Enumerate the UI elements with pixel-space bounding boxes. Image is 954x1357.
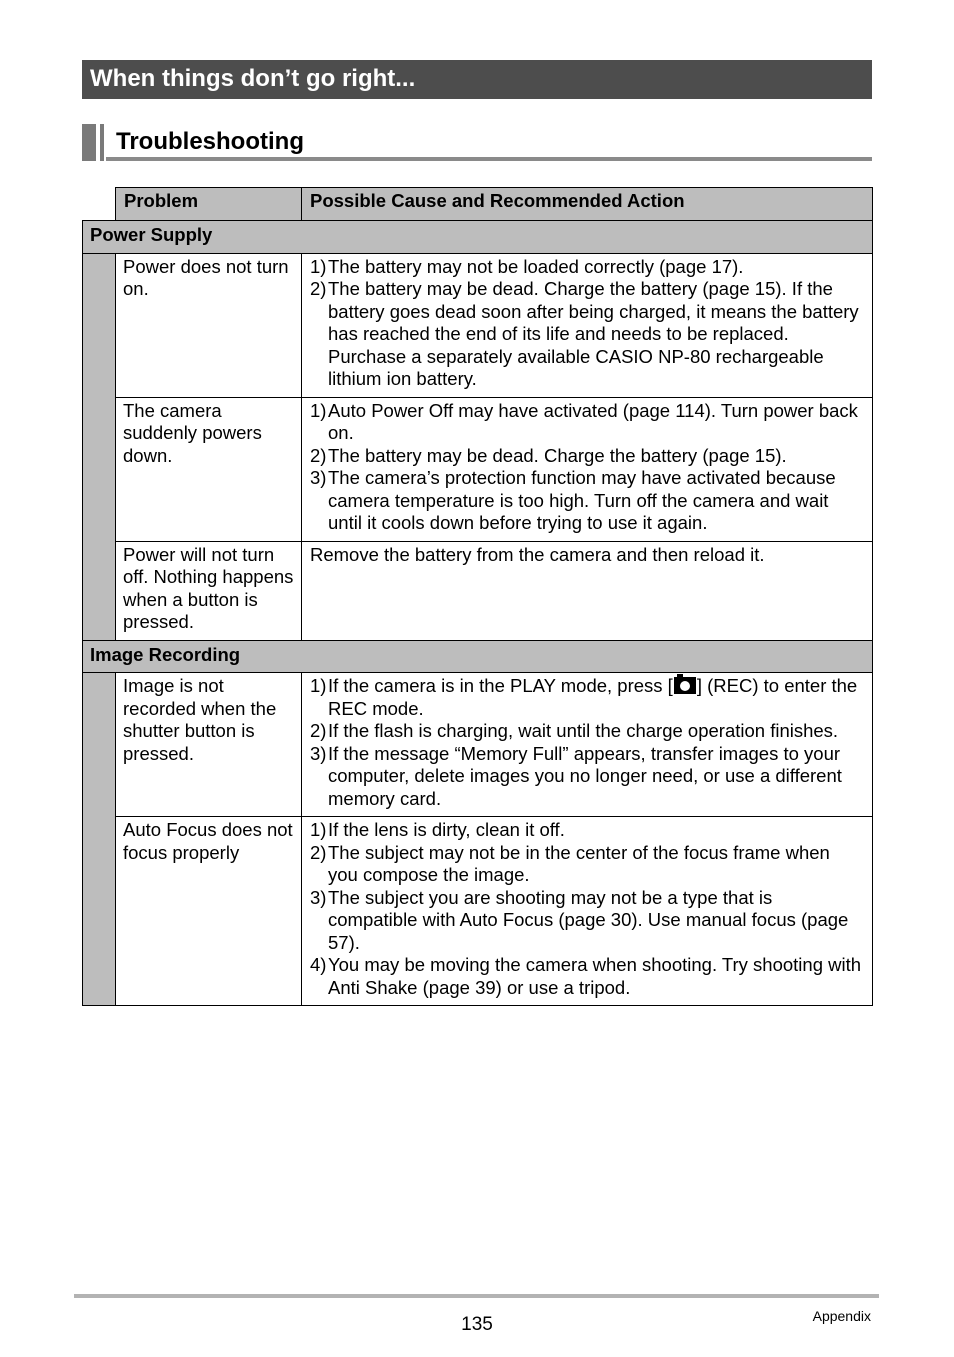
action-text: Auto Power Off may have activated (page 114). Turn power back on. <box>328 399 858 443</box>
action-number: 1) <box>310 675 327 696</box>
action-item <box>310 278 864 391</box>
action-text: The subject may not be in the center of the focus frame when you compose the image. <box>328 841 830 885</box>
action-cell: Remove the battery from the camera and then reload it. <box>302 541 873 640</box>
action-number: 3) <box>310 467 327 488</box>
action-number: 2) <box>310 444 327 466</box>
action-item <box>310 743 864 811</box>
action-text: The battery may not be loaded correctly (page 17). <box>328 255 744 277</box>
table-corner <box>83 188 116 221</box>
chapter-banner <box>82 60 872 99</box>
column-header-problem: Problem <box>116 188 302 221</box>
heading-bar-decoration <box>82 124 96 161</box>
problem-cell: Image is not recorded when the shutter button is pressed. <box>116 673 302 817</box>
action-text: The battery may be dead. Charge the battery (page 15). If the battery goes dead soon after being charged, it means the battery has reached the end of its life and needs to be replaced. Purchase a separately available CASIO NP-80 rechargeable lithium ion battery. <box>328 278 859 389</box>
action-cell <box>302 673 873 817</box>
action-number: 4) <box>310 954 327 975</box>
table-header-row <box>83 188 873 221</box>
action-item <box>310 467 864 535</box>
action-number: 1) <box>310 255 327 277</box>
chapter-title: When things don’t go right... <box>90 65 416 92</box>
action-text: If the flash is charging, wait until the charge operation finishes. <box>328 720 839 741</box>
action-item <box>310 256 864 279</box>
action-item <box>310 842 864 887</box>
section-heading <box>82 124 872 164</box>
action-item <box>310 675 864 720</box>
action-number: 2) <box>310 278 327 299</box>
action-cell <box>302 253 873 397</box>
action-text: ] (REC) to enter the REC mode. <box>328 675 858 719</box>
section-row <box>83 640 873 673</box>
action-item <box>310 887 864 955</box>
action-number: 2) <box>310 720 327 741</box>
heading-underline <box>106 157 872 161</box>
action-text: If the camera is in the PLAY mode, press [ <box>328 675 673 696</box>
action-text: If the lens is dirty, clean it off. <box>328 819 565 840</box>
table-row <box>83 817 873 1006</box>
heading-bar-decoration <box>100 124 104 161</box>
troubleshooting-table <box>82 187 873 1006</box>
action-number: 2) <box>310 841 327 863</box>
action-item <box>310 445 864 468</box>
section-heading-cell: Power Supply <box>83 221 873 254</box>
action-number: 3) <box>310 742 327 764</box>
action-item <box>310 720 864 743</box>
section-gutter <box>83 253 116 640</box>
camera-icon <box>674 677 696 694</box>
action-number: 1) <box>310 399 327 421</box>
section-title: Troubleshooting <box>116 128 304 155</box>
page-number: 135 <box>461 1314 493 1335</box>
action-text: The battery may be dead. Charge the battery (page 15). <box>328 444 787 466</box>
table-row <box>83 541 873 640</box>
problem-cell: Power does not turn on. <box>116 253 302 397</box>
problem-cell: The camera suddenly powers down. <box>116 397 302 541</box>
action-item <box>310 954 864 999</box>
table-row <box>83 253 873 397</box>
section-row <box>83 221 873 254</box>
section-heading-cell: Image Recording <box>83 640 873 673</box>
table-row <box>83 397 873 541</box>
action-cell <box>302 397 873 541</box>
footer-section-label: Appendix <box>812 1308 871 1324</box>
footer-rule <box>74 1294 879 1298</box>
problem-cell: Auto Focus does not focus properly <box>116 817 302 1006</box>
action-text: You may be moving the camera when shooting. Try shooting with Anti Shake (page 39) or use a tripod. <box>328 954 862 998</box>
action-number: 3) <box>310 886 327 908</box>
action-cell <box>302 817 873 1006</box>
action-number: 1) <box>310 819 327 840</box>
problem-cell: Power will not turn off. Nothing happens when a button is pressed. <box>116 541 302 640</box>
action-item <box>310 400 864 445</box>
action-text: The camera’s protection function may have activated because camera temperature is too high. Turn off the camera and wait until it cools down before trying to use it again. <box>328 467 836 533</box>
table-row <box>83 673 873 817</box>
column-header-action: Possible Cause and Recommended Action <box>302 188 873 221</box>
action-item <box>310 819 864 842</box>
action-text: If the message “Memory Full” appears, transfer images to your computer, delete images you no longer need, or use a different memory card. <box>328 742 842 809</box>
action-text: The subject you are shooting may not be a type that is compatible with Auto Focus (page 30). Use manual focus (page 57). <box>328 886 849 953</box>
section-gutter <box>83 673 116 1006</box>
